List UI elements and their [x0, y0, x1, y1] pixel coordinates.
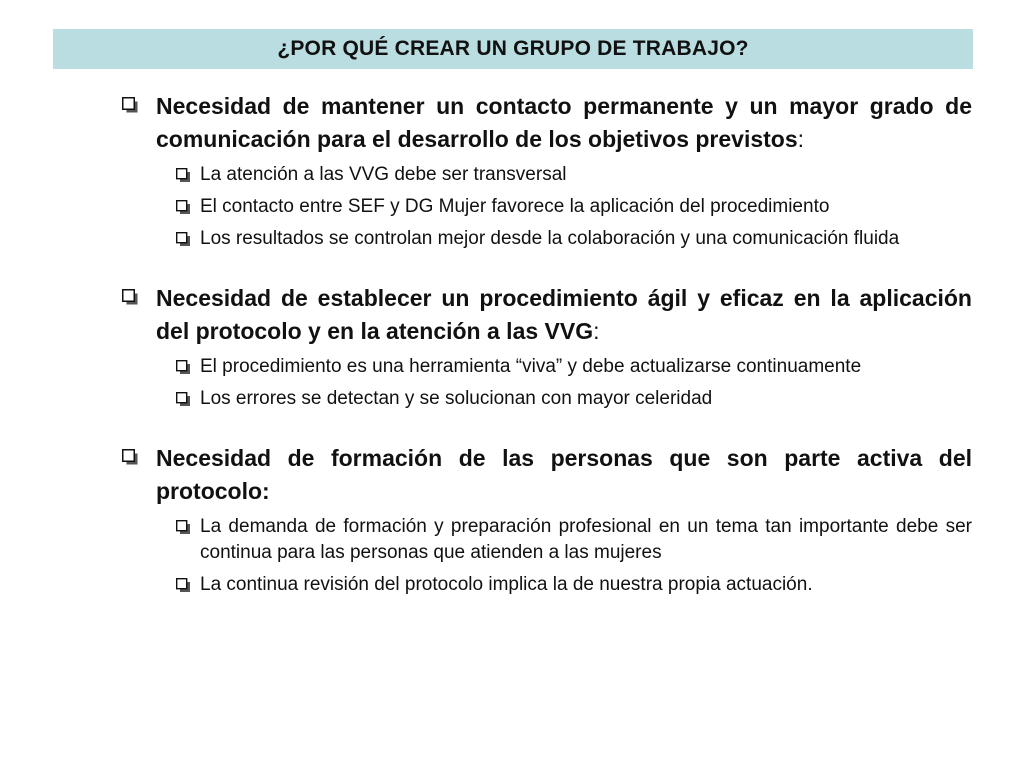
sub-point-text: El procedimiento es una herramienta “viva” y debe actualizarse continuamente: [200, 356, 862, 377]
bullet-list: [120, 90, 972, 598]
sub-point: [120, 386, 972, 412]
hollow-square-box-icon: [176, 520, 190, 534]
sub-point-text: Los resultados se controlan mejor desde la colaboración y una comunicación fluida: [200, 228, 900, 249]
hollow-square-box-icon: [176, 200, 190, 214]
sub-point-text: La demanda de formación y preparación profesional en un tema tan importante debe ser continua para las personas que atienden a las mujeres: [200, 516, 972, 563]
main-point: [120, 90, 972, 156]
hollow-square-box-icon: [176, 360, 190, 374]
slide-title: ¿POR QUÉ CREAR UN GRUPO DE TRABAJO?: [277, 37, 749, 60]
hollow-square-box-icon: [122, 289, 138, 305]
sub-point-text: Los errores se detectan y se solucionan con mayor celeridad: [200, 388, 713, 409]
sub-point: [120, 514, 972, 566]
sub-point: [120, 226, 972, 252]
sub-point: [120, 162, 972, 188]
main-point-text: Necesidad de formación de las personas que son parte activa del protocolo:: [156, 445, 972, 504]
sub-point-text: El contacto entre SEF y DG Mujer favorece la aplicación del procedimiento: [200, 196, 830, 217]
main-point: [120, 282, 972, 348]
hollow-square-box-icon: [176, 168, 190, 182]
sub-point-text: La continua revisión del protocolo implica la de nuestra propia actuación.: [200, 574, 813, 595]
main-point: [120, 442, 972, 508]
main-point-text: Necesidad de mantener un contacto permanente y un mayor grado de comunicación para el desarrollo de los objetivos previstos: [156, 93, 972, 152]
hollow-square-box-icon: [122, 97, 138, 113]
sub-point: [120, 354, 972, 380]
hollow-square-box-icon: [176, 232, 190, 246]
hollow-square-box-icon: [122, 449, 138, 465]
sub-point-text: La atención a las VVG debe ser transversal: [200, 164, 567, 185]
main-point-suffix: :: [797, 126, 805, 152]
main-point-suffix: :: [593, 318, 600, 344]
hollow-square-box-icon: [176, 392, 190, 406]
sub-point: [120, 194, 972, 220]
sub-point: [120, 572, 972, 598]
hollow-square-box-icon: [176, 578, 190, 592]
title-bar: [53, 29, 973, 69]
main-point-text: Necesidad de establecer un procedimiento ágil y eficaz en la aplicación del protocolo y en la atención a las VVG: [156, 285, 972, 344]
